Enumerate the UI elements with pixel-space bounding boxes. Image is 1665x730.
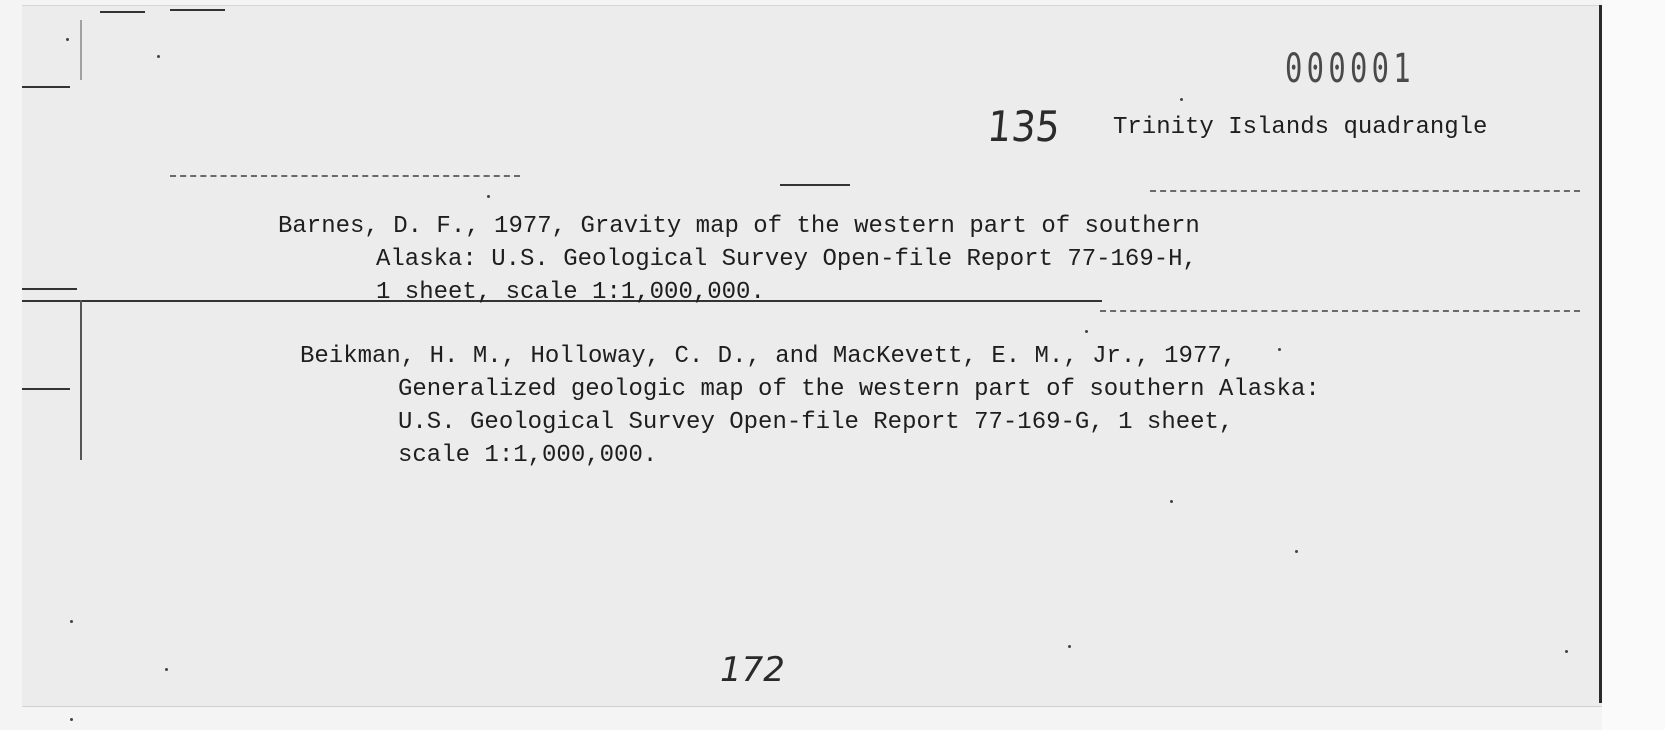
scan-mark [80,20,82,80]
reference-line: Beikman, H. M., Holloway, C. D., and MacKevett, E. M., Jr., 1977, [300,343,1237,370]
speck [1565,650,1568,653]
speck [1068,645,1071,648]
speck [70,718,73,721]
scan-mark [170,9,225,11]
reference-line: 1 sheet, scale 1:1,000,000. [376,279,765,306]
speck [66,38,69,41]
reference-line: U.S. Geological Survey Open-file Report 77-169-G, 1 sheet, [398,409,1234,436]
speck [1170,500,1173,503]
speck [1085,330,1088,333]
scan-mark [780,184,850,186]
scan-dashed-rule [1100,310,1580,312]
quadrangle-title: Trinity Islands quadrangle [1113,114,1488,141]
handwritten-card-number: 135 [985,102,1063,151]
handwritten-page-number: 172 [720,650,785,690]
reference-line: Alaska: U.S. Geological Survey Open-file Report 77-169-H, [376,246,1197,273]
scan-mark [22,288,77,290]
reference-line: Barnes, D. F., 1977, Gravity map of the western part of southern [278,213,1200,240]
speck [1295,550,1298,553]
reference-line: Generalized geologic map of the western part of southern Alaska: [398,376,1320,403]
speck [157,55,160,58]
reference-entry [300,340,1320,472]
reference-line: scale 1:1,000,000. [398,442,658,469]
scan-mark [22,86,70,88]
speck [165,668,168,671]
scan-mark [80,300,82,460]
document-stamp-number: 000001 [1285,46,1415,92]
speck [70,620,73,623]
scan-dashed-rule [170,175,520,177]
scan-mark [100,11,145,13]
reference-entry [278,210,1200,309]
scan-mark [22,388,70,390]
scan-margin [1602,0,1665,730]
speck [1180,98,1183,101]
scan-dashed-rule [1150,190,1580,192]
speck [487,195,490,198]
